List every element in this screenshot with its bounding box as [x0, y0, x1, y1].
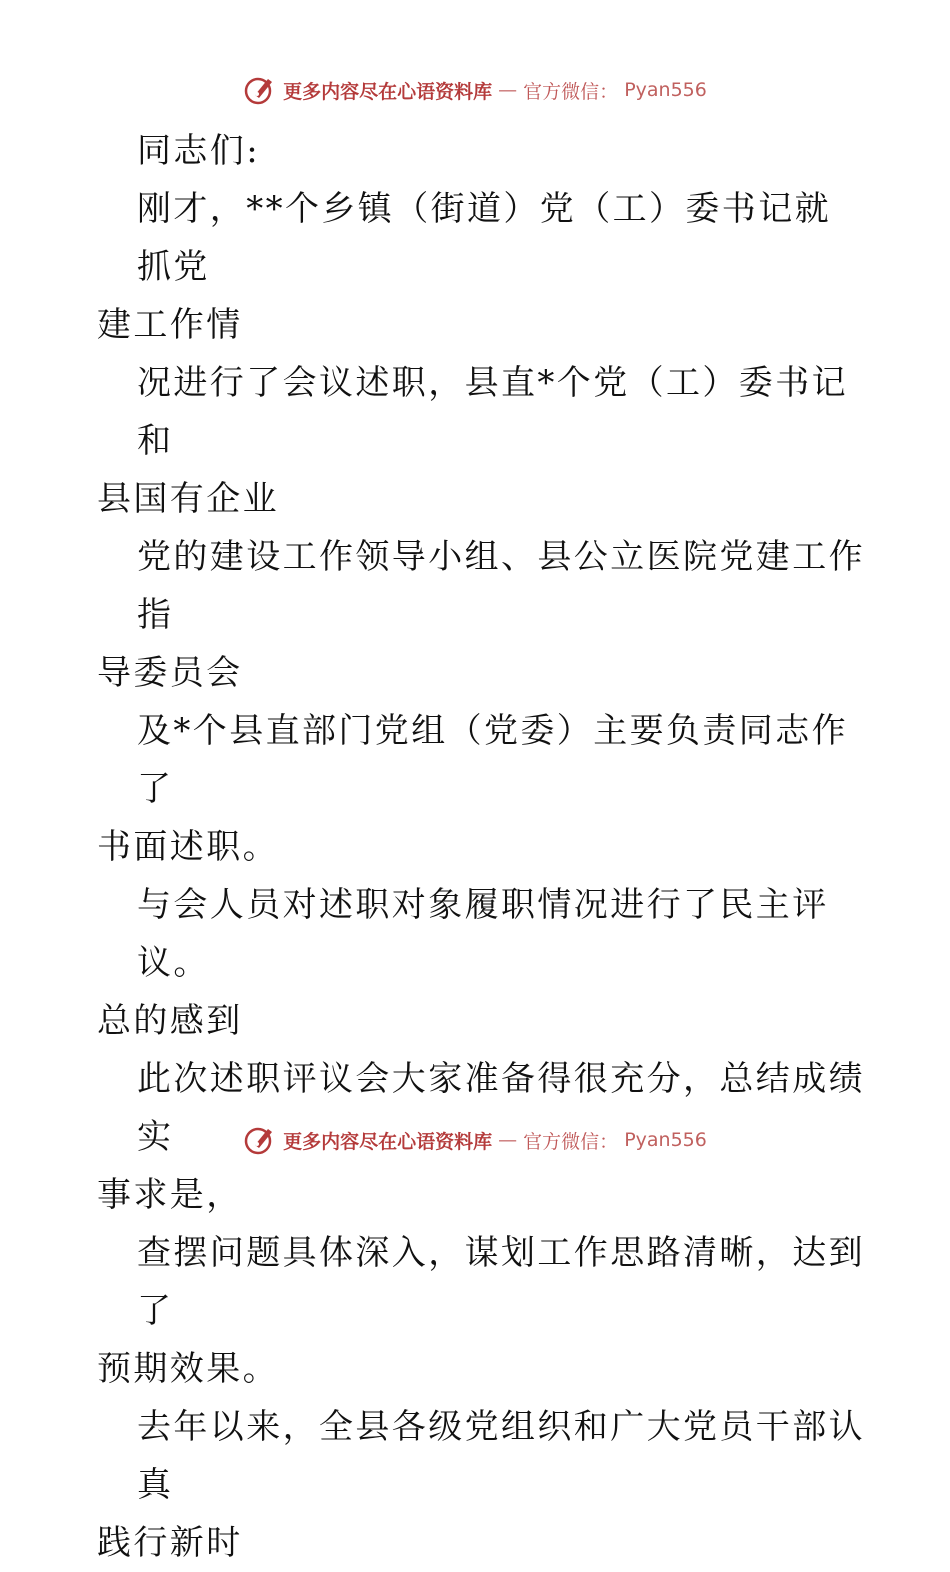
- pen-nib-logo-icon: [243, 1123, 277, 1157]
- banner-separator: —: [498, 1129, 518, 1151]
- header-watermark-banner: [0, 70, 950, 110]
- document-line: 总的感到: [97, 1001, 243, 1041]
- document-line: 践行新时: [97, 1523, 243, 1563]
- banner-handle: Pyan556: [624, 1129, 707, 1151]
- document-line: 预期效果。: [97, 1349, 279, 1389]
- document-body: [97, 122, 867, 1572]
- document-line: 与会人员对述职对象履职情况进行了民主评议。: [137, 885, 829, 983]
- document-line: 导委员会: [97, 653, 243, 693]
- document-line: 此次述职评议会大家准备得很充分，总结成绩实: [137, 1059, 865, 1157]
- banner-contact-label: 官方微信：: [523, 1130, 619, 1153]
- document-line: 同志们:: [137, 131, 261, 171]
- banner-brand: 更多内容尽在心语资料库: [283, 1130, 493, 1153]
- document-line: 县国有企业: [97, 479, 279, 519]
- banner-contact-label: 官方微信：: [523, 80, 619, 103]
- document-line: 事求是，: [97, 1175, 243, 1215]
- document-line: 党的建设工作领导小组、县公立医院党建工作指: [137, 537, 865, 635]
- banner-brand: 更多内容尽在心语资料库: [283, 80, 493, 103]
- document-line: 及*个县直部门党组（党委）主要负责同志作了: [137, 711, 848, 809]
- document-line: 建工作情: [97, 305, 243, 345]
- document-line: 况进行了会议述职，县直*个党（工）委书记和: [137, 363, 848, 461]
- banner-handle: Pyan556: [624, 79, 707, 101]
- document-line: 书面述职。: [97, 827, 279, 867]
- document-line: 刚才，**个乡镇（街道）党（工）委书记就抓党: [137, 189, 831, 287]
- footer-watermark-banner: [0, 1120, 950, 1160]
- banner-separator: —: [498, 79, 518, 101]
- document-line: 查摆问题具体深入，谋划工作思路清晰，达到了: [137, 1233, 865, 1331]
- pen-nib-logo-icon: [243, 73, 277, 107]
- document-line: 去年以来，全县各级党组织和广大党员干部认真: [137, 1407, 865, 1505]
